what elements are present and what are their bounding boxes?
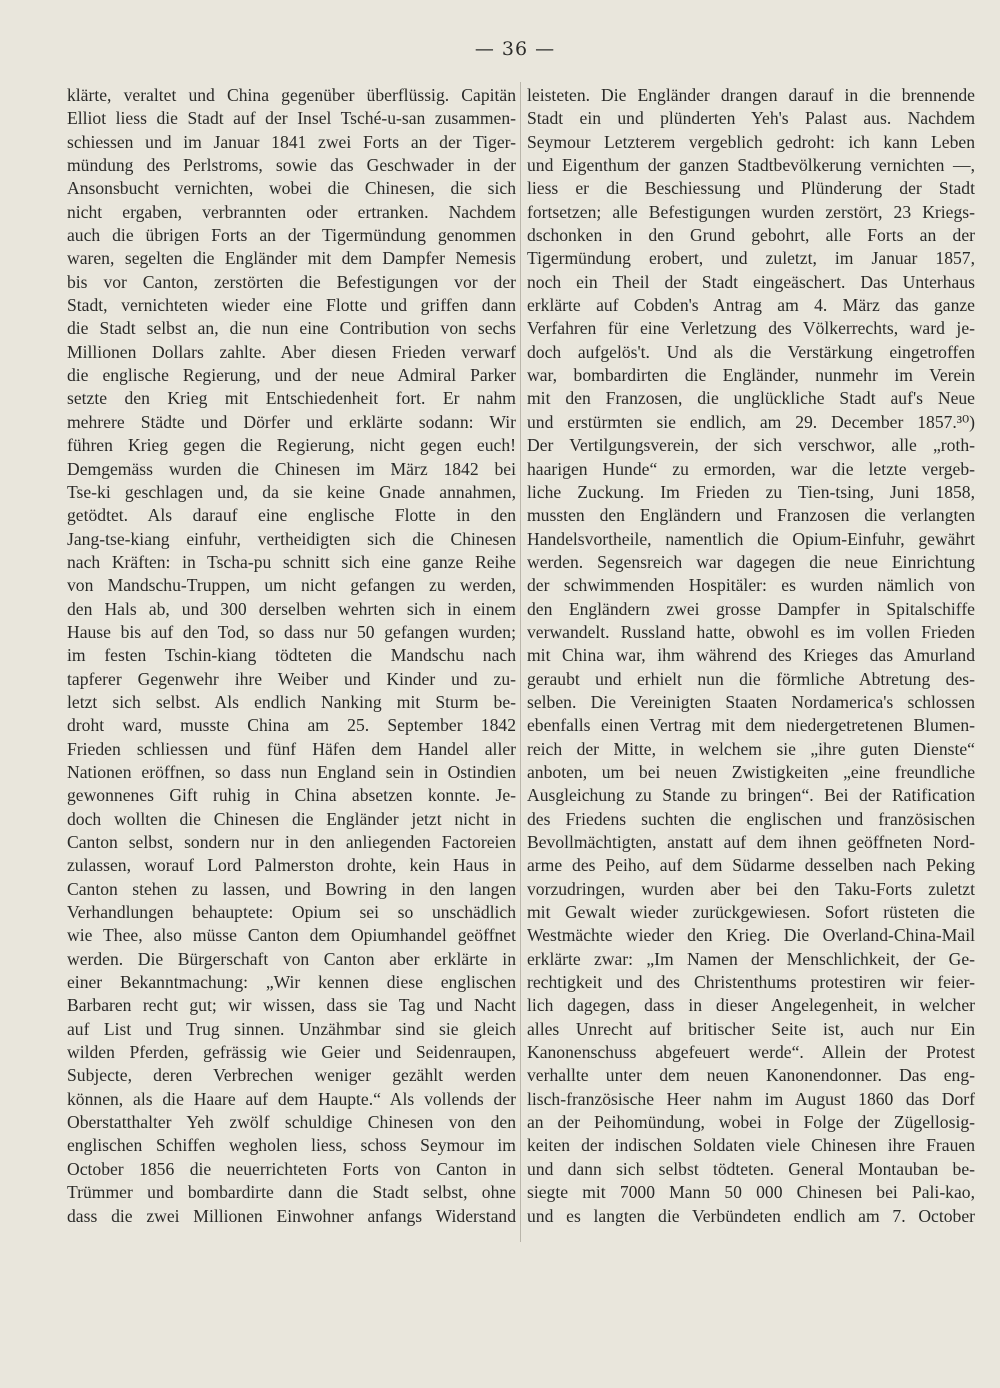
text-line: auf List und Trug sinnen. Unzähmbar sind sie gleich [67, 1018, 516, 1039]
text-line: mit den Franzosen, die unglückliche Stadt auf's Neue [527, 388, 975, 409]
text-line: Stadt ein und plünderten Yeh's Palast aus. Nachdem [527, 108, 975, 129]
text-line: Bevollmächtigten, anstatt auf dem ihnen geöffneten Nord- [527, 832, 975, 852]
text-line: können, als die Haare auf dem Haupte.“ Als vollends der [67, 1088, 516, 1109]
text-line: und dann sich selbst tödteten. General Montauban be- [527, 1158, 975, 1179]
text-line: reich der Mitte, in welchem sie „ihre guten Dienste“ [527, 738, 975, 759]
text-line: liess er die Beschiessung und Plünderung der Stadt [527, 178, 975, 199]
text-line: Millionen Dollars zahlte. Aber diesen Frieden verwarf [67, 341, 516, 362]
text-line: letzt sich selbst. Als endlich Nanking mit Sturm be- [67, 691, 516, 712]
text-line: Canton stehen zu lassen, und Bowring in den langen [67, 878, 516, 899]
text-line: von Mandschu-Truppen, um nicht gefangen zu werden, [67, 575, 516, 596]
text-line: an der Peihomündung, wobei in Folge der Zügellosig- [527, 1112, 975, 1133]
text-line: fortsetzen; alle Befestigungen wurden zerstört, 23 Kriegs- [527, 201, 975, 222]
text-line: der schwimmenden Hospitäler: es wurden nämlich von [527, 575, 975, 596]
text-line: bis vor Canton, zerstörten die Befestigungen vor der [67, 271, 516, 292]
text-line: einer Bekanntmachung: „Wir kennen diese englischen [67, 972, 516, 993]
text-line: mit China war, ihm während des Krieges das Amurland [527, 645, 975, 666]
text-line: waren, segelten die Engländer mit dem Dampfer Nemesis [67, 248, 516, 269]
text-line: gewonnenes Gift ruhig in China absetzen konnte. Je- [67, 785, 516, 806]
text-line: wilden Pferden, gefrässig wie Geier und Seidenraupen, [67, 1042, 516, 1063]
text-line: mussten den Engländern und Franzosen die verlangten [527, 505, 975, 526]
text-line: Elliot liess die Stadt auf der Insel Tsché-u-san zusammen- [67, 108, 516, 129]
text-line: tapferer Gegenwehr ihre Weiber und Kinder und zu- [67, 668, 516, 689]
text-line: setzte den Krieg mit Entschiedenheit fort. Er nahm [67, 388, 516, 409]
text-line: alles Unrecht auf britischer Seite ist, auch nur Ein [527, 1018, 975, 1039]
text-line: Kanonenschuss abgefeuert werde“. Allein der Protest [527, 1042, 975, 1063]
text-line: Stadt, vernichteten wieder eine Flotte und griffen dann [67, 295, 516, 316]
text-line: Tse-ki geschlagen und, da sie keine Gnade annahmen, [67, 481, 516, 502]
text-line: zulassen, worauf Lord Palmerston drohte, kein Haus in [67, 855, 516, 876]
text-line: Canton selbst, sondern nur in den anliegenden Factoreien [67, 832, 516, 852]
text-line: Seymour Letzterem vergeblich gedroht: ich kann Leben [527, 131, 975, 152]
text-line: erklärte auf Cobden's Antrag am 4. März das ganze [527, 295, 975, 316]
text-line: und Eigenthum der ganzen Stadtbevölkerung vernichten —, [527, 155, 975, 176]
text-line: Handelsvortheile, namentlich die Opium-Einfuhr, gewährt [527, 528, 975, 549]
text-line: Barbaren recht gut; wir wissen, dass sie Tag und Nacht [67, 995, 516, 1016]
text-line: und es langten die Verbündeten endlich am 7. October [527, 1205, 975, 1226]
text-line: dschonken in den Grund gebohrt, alle Forts an der [527, 225, 975, 246]
text-line: doch aufgelös't. Und als die Verstärkung eingetroffen [527, 341, 975, 362]
text-line: führen Krieg gegen die Regierung, nicht gegen euch! [67, 435, 516, 456]
text-line: droht ward, musste China am 25. September 1842 [67, 715, 516, 736]
text-line: verwandelt. Russland hatte, obwohl es im vollen Frieden [527, 621, 975, 642]
column-divider [520, 82, 521, 1242]
text-line: im festen Tschin-kiang tödteten die Mandschu nach [67, 645, 516, 666]
text-line: Hause bis auf den Tod, so dass nur 50 gefangen wurden; [67, 621, 516, 642]
text-line: Subjecte, deren Verbrechen weniger gezählt werden [67, 1065, 516, 1086]
left-text-column [67, 84, 516, 1228]
text-line: lich dagegen, dass in dieser Angelegenheit, in welcher [527, 995, 975, 1016]
text-line: und erstürmten sie endlich, am 29. December 1857.³⁰) [527, 411, 975, 432]
text-line: Der Vertilgungsverein, der sich verschwor, alle „roth- [527, 435, 975, 456]
text-line: October 1856 die neuerrichteten Forts von Canton in [67, 1158, 516, 1179]
text-line: klärte, veraltet und China gegenüber überflüssig. Capitän [67, 85, 516, 105]
text-line: erklärte zwar: „Im Namen der Menschlichkeit, der Ge- [527, 948, 975, 969]
text-line: noch ein Theil der Stadt eingeäschert. Das Unterhaus [527, 271, 975, 292]
text-line: keiten der indischen Soldaten viele Chinesen ihre Frauen [527, 1135, 975, 1156]
text-line: Oberstatthalter Yeh zwölf schuldige Chinesen von den [67, 1112, 516, 1133]
text-line: auch die übrigen Forts an der Tigermündung genommen [67, 225, 516, 246]
text-line: leisteten. Die Engländer drangen darauf in die brennende [527, 85, 975, 105]
text-line: Westmächte wieder den Krieg. Die Overland-China-Mail [527, 925, 975, 946]
text-line: Demgemäss wurden die Chinesen im März 1842 bei [67, 458, 516, 479]
text-line: wie Thee, also müsse Canton dem Opiumhandel geöffnet [67, 925, 516, 946]
text-line: siegte mit 7000 Mann 50 000 Chinesen bei Pali-kao, [527, 1182, 975, 1203]
text-line: die Stadt selbst an, die nun eine Contribution von sechs [67, 318, 516, 339]
text-line: englischen Schiffen wegholen liess, schoss Seymour im [67, 1135, 516, 1156]
text-line: den Engländern zwei grosse Dampfer in Spitalschiffe [527, 598, 975, 619]
text-line: Nationen eröffnen, so dass nun England sein in Ostindien [67, 761, 516, 782]
text-line: arme des Peiho, auf dem Südarme desselben nach Peking [527, 855, 975, 876]
text-line: mündung des Perlstroms, sowie das Geschwader in der [67, 155, 516, 176]
text-line: ebenfalls einen Vertrag mit dem niedergetretenen Blumen- [527, 715, 975, 736]
text-line: Trümmer und bombardirte dann die Stadt selbst, ohne [67, 1182, 516, 1203]
text-line: Frieden schliessen und fünf Häfen dem Handel aller [67, 738, 516, 759]
text-line: werden. Die Bürgerschaft von Canton aber erklärte in [67, 948, 516, 969]
text-line: haarigen Hunde“ zu ermorden, war die letzte vergeb- [527, 458, 975, 479]
text-line: war, bombardirten die Engländer, nunmehr im Verein [527, 365, 975, 386]
text-line: Verfahren für eine Verletzung des Völkerrechts, ward je- [527, 318, 975, 339]
text-line: die englische Regierung, und der neue Admiral Parker [67, 365, 516, 386]
text-line: mehrere Städte und Dörfer und erklärte sodann: Wir [67, 411, 516, 432]
text-line: selben. Die Vereinigten Staaten Nordamerica's schlossen [527, 691, 975, 712]
text-line: Ausgleichung zu Stande zu bringen“. Bei der Ratification [527, 785, 975, 806]
text-line: werden. Segensreich war dagegen die neue Einrichtung [527, 551, 975, 572]
text-line: verhallte unter dem neuen Kanonendonner. Das eng- [527, 1065, 975, 1086]
text-line: schiessen und im Januar 1841 zwei Forts an der Tiger- [67, 131, 516, 152]
text-line: Verhandlungen behauptete: Opium sei so unschädlich [67, 902, 516, 923]
text-line: dass die zwei Millionen Einwohner anfangs Widerstand [67, 1205, 516, 1226]
text-line: geraubt und erhielt nun die förmliche Abtretung des- [527, 668, 975, 689]
text-line: Tigermündung erobert, und zuletzt, im Januar 1857, [527, 248, 975, 269]
text-line: getödtet. Als darauf eine englische Flotte in den [67, 505, 516, 526]
text-line: des Friedens suchten die englischen und französischen [527, 808, 975, 829]
text-line: Jang-tse-kiang einfuhr, vertheidigten sich die Chinesen [67, 528, 516, 549]
text-line: lisch-französische Heer nahm im August 1860 das Dorf [527, 1088, 975, 1109]
text-line: den Hals ab, und 300 derselben wehrten sich in einem [67, 598, 516, 619]
text-line: nach Kräften: in Tscha-pu schnitt sich eine ganze Reihe [67, 551, 516, 572]
text-line: mit Gewalt wieder zurückgewiesen. Sofort rüsteten die [527, 902, 975, 923]
text-line: liche Zuckung. Im Frieden zu Tien-tsing, Juni 1858, [527, 481, 975, 502]
text-line: nicht ergaben, verbrannten oder ertranken. Nachdem [67, 201, 516, 222]
page-number: — 36 — [474, 38, 556, 60]
text-line: Ansonsbucht vernichten, wobei die Chinesen, die sich [67, 178, 516, 199]
text-line: anboten, um bei neuen Zwistigkeiten „eine freundliche [527, 761, 975, 782]
text-line: vorzudringen, wurden aber bei den Taku-Forts zuletzt [527, 878, 975, 899]
right-text-column [527, 84, 975, 1228]
text-line: doch wollten die Chinesen die Engländer jetzt nicht in [67, 808, 516, 829]
text-line: rechtigkeit und des Christenthums protestiren wir feier- [527, 972, 975, 993]
